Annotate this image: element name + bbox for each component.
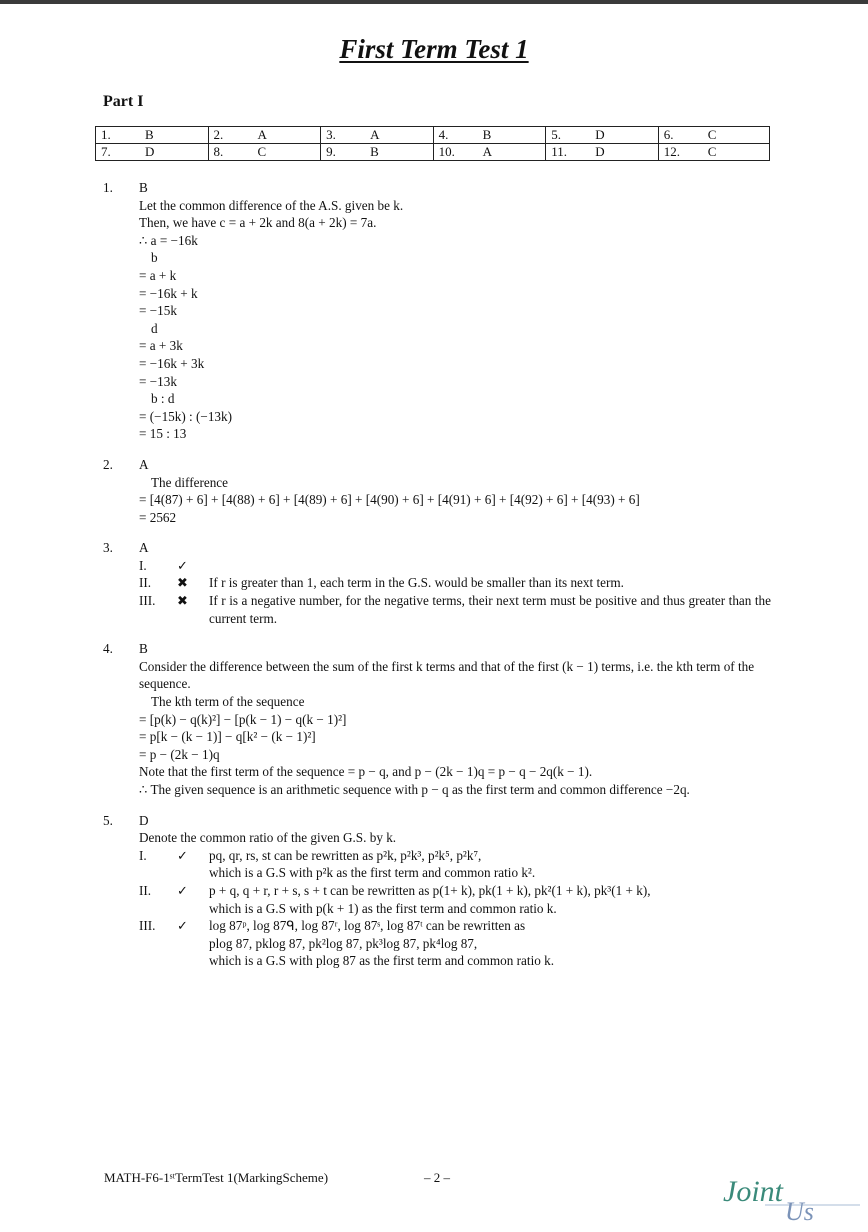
text-line: b [151,250,158,266]
text-line: Then, we have c = a + 2k and 8(a + 2k) = 7a. [139,215,377,231]
statement-row [139,847,771,882]
answer-cell [658,127,769,144]
statement-row [139,882,771,917]
answer-table [95,126,770,161]
solution-5 [103,812,771,970]
text-line: = −16k + k [139,285,198,301]
text-line: The difference [151,474,228,490]
question-number: 10. [438,144,455,159]
answer: D [139,812,149,828]
question-number: 4. [438,127,449,142]
question-number: 7. [101,144,111,159]
answer: A [139,540,149,556]
text-line: = −15k [139,303,177,319]
text-line: = a + k [139,267,177,283]
solutions [103,179,771,983]
text-line: Denote the common ratio of the given G.S. by k. [139,830,397,846]
text-line: Consider the difference between the sum of the first k terms and that of the first (k − 1) terms, i.e. the kth term of the sequence. [139,658,755,692]
question-number: 11. [551,144,567,159]
answer-letter: A [482,144,493,159]
check-icon: ✓ [177,918,189,934]
answer-cell [433,144,546,161]
text-line: pq, qr, rs, st can be rewritten as p²k, p²k³, p²k⁵, p²k⁷, [209,847,482,863]
statement-row [139,557,771,575]
jointus-logo [715,1165,860,1225]
check-icon: ✓ [177,557,189,573]
page-number: – 2 – [424,1170,450,1185]
statement-row [139,917,771,970]
text-line: The kth term of the sequence [151,694,305,710]
answer-row [96,127,770,144]
answer-letter: D [595,144,605,159]
footer-code: MATH-F6-1ˢᵗTermTest 1(MarkingScheme) [104,1170,329,1185]
text-line: = [p(k) − q(k)²] − [p(k − 1) − q(k − 1)²] [139,711,347,727]
answer-cell [433,127,546,144]
top-border [0,0,868,4]
question-number: 4. [103,641,113,657]
answer-cell [96,127,209,144]
statement-text [209,882,771,917]
statement-numeral: I. [139,557,147,573]
check-icon: ✓ [177,882,189,898]
statement-text: If r is greater than 1, each term in the G.S. would be smaller than its next term. [209,575,624,591]
answer-letter: B [145,127,154,142]
statement-text [209,917,771,970]
statement-numeral: III. [139,918,156,934]
text-line: = (−15k) : (−13k) [139,408,232,424]
text-line: which is a G.S with p(k + 1) as the first term and common ratio k. [209,900,557,916]
answer-cell [208,144,321,161]
answer-cell [96,144,209,161]
text-line: which is a G.S with p²k as the first term and common ratio k². [209,865,536,881]
text-line: = 2562 [139,509,177,525]
answer-cell [658,144,769,161]
statement-text: If r is a negative number, for the negative terms, their next term must be positive and thus greater than the current term. [209,593,771,626]
question-number: 3. [103,540,113,556]
text-line: = [4(87) + 6] + [4(88) + 6] + [4(89) + 6] + [4(90) + 6] + [4(91) + 6] + [4(92) + 6] + [4(93) + 6] [139,492,640,508]
statement-numeral: I. [139,847,147,863]
answer-cell [546,127,659,144]
solution-3 [103,539,771,627]
answer-letter: B [482,127,492,142]
answer-letter: D [145,144,155,159]
answer-letter: A [257,127,267,142]
text-line: which is a G.S with plog 87 as the first term and common ratio k. [209,953,555,969]
statement-numeral: III. [139,593,156,609]
question-number: 9. [326,144,336,159]
text-line: plog 87, pklog 87, pk²log 87, pk³log 87, pk⁴log 87, [209,935,478,951]
page-title: First Term Test 1 [339,34,529,64]
text-line: ∴ The given sequence is an arithmetic sequence with p − q as the first term and common difference −2q. [139,782,690,797]
answer-cell [546,144,659,161]
question-number: 2. [103,456,113,472]
answer: B [139,180,148,195]
answer-letter: C [257,144,267,159]
statement-text [209,847,771,882]
text-line: = −13k [139,373,177,389]
text-line: = a + 3k [139,338,183,354]
question-number: 8. [213,144,224,159]
solution-4 [103,640,771,798]
statement-row [139,574,771,592]
answer-letter: A [370,127,380,142]
cross-icon: ✖ [177,575,189,591]
question-number: 5. [103,812,113,828]
text-line: Let the common difference of the A.S. given be k. [139,197,404,213]
answer-letter: C [707,144,717,159]
question-number: 12. [663,144,680,159]
answer: B [139,641,148,657]
question-number: 2. [213,127,224,142]
text-line: p + q, q + r, r + s, s + t can be rewritten as p(1+ k), pk(1 + k), pk²(1 + k), pk³(1 + k), [209,882,651,898]
text-line: b : d [151,391,175,407]
svg-text:Us: Us [785,1197,814,1225]
question-number: 3. [326,127,336,142]
text-line: = 15 : 13 [139,426,187,442]
answer-cell [208,127,321,144]
answer-cell [321,127,434,144]
question-number: 1. [103,180,113,195]
text-line: Note that the first term of the sequence = p − q, and p − (2k − 1)q = p − q − 2q(k − 1). [139,764,593,780]
solution-1 [103,179,771,443]
answer-letter: B [370,144,379,159]
statement-numeral: II. [139,882,152,898]
statement-row [139,592,771,627]
text-line: d [151,320,158,336]
answer-letter: D [595,127,605,142]
statement-numeral: II. [139,575,152,591]
answer-row [96,144,770,161]
text-line: = p[k − (k − 1)] − q[k² − (k − 1)²] [139,729,316,745]
svg-text:Joint: Joint [723,1175,783,1208]
answer: A [139,456,149,472]
cross-icon: ✖ [177,593,189,609]
text-line: log 87ᵖ, log 87ᑫ, log 87ʳ, log 87ˢ, log 87ᵗ can be rewritten as [209,918,526,934]
text-line: ∴ a = −16k [139,232,198,248]
answer-letter: C [707,127,717,142]
section-heading: Part I [103,93,144,110]
solution-2 [103,456,771,526]
text-line: = −16k + 3k [139,355,205,371]
check-icon: ✓ [177,847,189,863]
question-number: 1. [101,127,111,142]
text-line: = p − (2k − 1)q [139,746,220,762]
answer-cell [321,144,434,161]
question-number: 6. [663,127,674,142]
question-number: 5. [551,127,561,142]
statement-text [209,557,771,575]
